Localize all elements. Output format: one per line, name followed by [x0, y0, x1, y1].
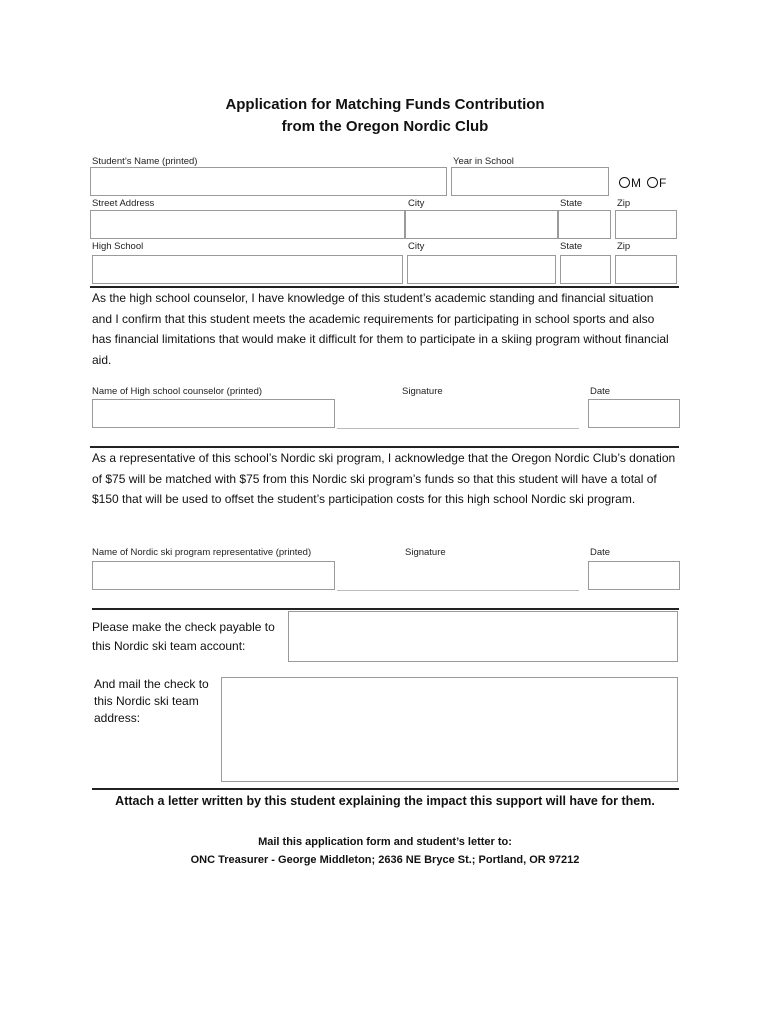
representative-name-label: Name of Nordic ski program representative (printed)	[92, 547, 312, 558]
counselor-date-input[interactable]	[588, 399, 680, 428]
gender-f-label: F	[659, 175, 667, 190]
gender-m-label: M	[631, 175, 641, 190]
attach-letter-note: Attach a letter written by this student explaining the impact this support will have for them.	[115, 794, 655, 808]
mail-address-input[interactable]	[221, 677, 678, 782]
section-divider	[92, 788, 679, 790]
zip-label: Zip	[617, 198, 631, 209]
counselor-signature-label: Signature	[402, 386, 443, 397]
gender-f-radio[interactable]	[647, 177, 658, 188]
section-divider	[92, 608, 679, 610]
school-state-label: State	[560, 241, 583, 252]
school-state-input[interactable]	[560, 255, 611, 284]
high-school-input[interactable]	[92, 255, 403, 284]
school-city-label: City	[408, 241, 425, 252]
street-address-label: Street Address	[92, 198, 155, 209]
school-zip-input[interactable]	[615, 255, 677, 284]
state-input[interactable]	[558, 210, 611, 239]
high-school-label: High School	[92, 241, 144, 252]
representative-date-label: Date	[590, 547, 611, 558]
school-zip-label: Zip	[617, 241, 631, 252]
year-in-school-input[interactable]	[451, 167, 609, 196]
gender-radio-group	[619, 174, 672, 192]
payable-account-input[interactable]	[288, 611, 678, 662]
student-name-input[interactable]	[90, 167, 447, 196]
counselor-name-label: Name of High school counselor (printed)	[92, 386, 263, 397]
form-title-line2: from the Oregon Nordic Club	[281, 118, 489, 135]
representative-date-input[interactable]	[588, 561, 680, 590]
representative-signature-label: Signature	[405, 547, 446, 558]
representative-name-input[interactable]	[92, 561, 335, 590]
student-name-label: Student’s Name (printed)	[92, 156, 198, 167]
zip-input[interactable]	[615, 210, 677, 239]
mail-address: ONC Treasurer - George Middleton; 2636 NE Bryce St.; Portland, OR 97212	[190, 854, 580, 866]
street-address-input[interactable]	[90, 210, 405, 239]
mail-address-label: And mail the check to this Nordic ski team address:	[94, 677, 209, 725]
counselor-statement: As the high school counselor, I have knowledge of this student’s academic standing and financial situation and I confirm that this student meets the academic requirements for participating in school sports and also has financial limitations that would make it difficult for them to participate in a skiing program without financial aid.	[92, 291, 669, 367]
mail-heading: Mail this application form and student’s letter to:	[258, 836, 512, 848]
gender-m-radio[interactable]	[619, 177, 630, 188]
form-title-line1: Application for Matching Funds Contribution	[225, 96, 545, 113]
year-in-school-label: Year in School	[453, 156, 514, 167]
state-label: State	[560, 198, 583, 209]
representative-statement: As a representative of this school’s Nordic ski program, I acknowledge that the Oregon Nordic Club’s donation of $75 will be matched with $75 from this Nordic ski program’s funds so that this student will have a total of $150 that will be used to offset the student’s participation costs for this high school Nordic ski program.	[92, 451, 676, 506]
counselor-signature-line[interactable]	[337, 428, 579, 429]
counselor-date-label: Date	[590, 386, 611, 397]
school-city-input[interactable]	[407, 255, 556, 284]
city-label: City	[408, 198, 425, 209]
city-input[interactable]	[405, 210, 558, 239]
payable-to-label: Please make the check payable to this Nordic ski team account:	[92, 620, 275, 653]
counselor-name-input[interactable]	[92, 399, 335, 428]
representative-signature-line[interactable]	[337, 590, 579, 591]
